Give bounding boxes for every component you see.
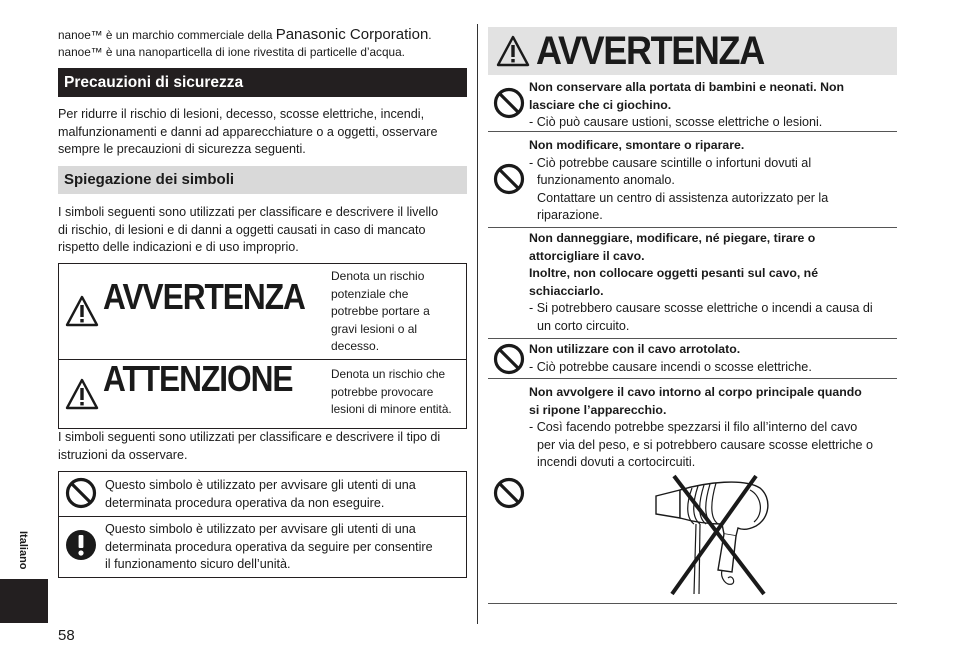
warning-bold-line: attorcigliare il cavo. bbox=[529, 248, 645, 263]
symbol-desc-line: Questo simbolo è utilizzato per avvisare gli utenti di una bbox=[105, 478, 416, 492]
warning-item-text bbox=[529, 137, 897, 225]
safety-intro bbox=[58, 106, 470, 159]
prohibition-icon bbox=[65, 477, 97, 509]
warning-note-line: per via del peso, e si potrebbero causare scosse elettriche o bbox=[537, 437, 874, 452]
warning-header bbox=[488, 27, 897, 75]
caution-triangle-icon bbox=[65, 378, 99, 410]
warning-header-title: AVVERTENZA bbox=[536, 29, 764, 73]
prohibition-icon bbox=[493, 163, 525, 195]
desc-line: lesioni di minore entità. bbox=[331, 402, 452, 417]
warning-bold-line: Non danneggiare, modificare, né piegare, tirare o bbox=[529, 231, 816, 245]
intro-line: malfunzionamenti e danni ad apparecchiature o a oggetti, osservare bbox=[58, 124, 438, 139]
mandatory-icon bbox=[65, 529, 97, 561]
symbol-desc-line: determinata procedura operativa da seguire per consentire bbox=[105, 539, 433, 554]
warning-item bbox=[488, 230, 897, 336]
warning-note-line: - Così facendo potrebbe spezzarsi il filo all’interno del cavo bbox=[529, 420, 858, 434]
signal-word-table bbox=[58, 263, 467, 429]
prohibition-icon bbox=[493, 87, 525, 119]
symbols-intro-line: di rischio, di lesioni e di danni a oggetti causati in caso di mancato bbox=[58, 222, 426, 237]
symbol-desc-prohibition bbox=[105, 477, 461, 512]
section-title: Precauzioni di sicurezza bbox=[58, 68, 467, 97]
warning-item bbox=[488, 384, 897, 604]
symbols-intro-line: rispetto delle indicazioni e di uso improprio. bbox=[58, 240, 299, 254]
warning-note-line: - Ciò può causare ustioni, scosse elettriche o lesioni. bbox=[529, 115, 823, 129]
trademark-note bbox=[58, 26, 470, 61]
warning-item-text bbox=[529, 341, 897, 376]
warning-note-line: - Ciò potrebbe causare scintille o infortuni dovuti al bbox=[529, 155, 812, 170]
page-number: 58 bbox=[58, 627, 75, 644]
desc-line: potenziale che bbox=[331, 286, 409, 301]
symbols-intro-line: I simboli seguenti sono utilizzati per classificare e descrivere il livello bbox=[58, 205, 439, 219]
instructions-intro bbox=[58, 429, 470, 464]
column-divider bbox=[477, 24, 478, 624]
signal-word-caution: ATTENZIONE bbox=[103, 358, 293, 399]
item-separator bbox=[488, 131, 897, 132]
desc-line: Denota un rischio che bbox=[331, 367, 446, 381]
desc-line: potrebbe portare a bbox=[331, 304, 430, 319]
instructions-intro-line: istruzioni da osservare. bbox=[58, 447, 188, 462]
item-separator bbox=[488, 603, 897, 604]
warning-bold-line: Non modificare, smontare o riparare. bbox=[529, 138, 745, 152]
trademark-text: nanoe™ è un marchio commerciale della bbox=[58, 28, 276, 42]
signal-desc-caution bbox=[331, 366, 469, 419]
symbol-desc-line: il funzionamento sicuro dell’unità. bbox=[105, 557, 291, 571]
warning-note-line: incendi dovuti a cortocircuiti. bbox=[537, 455, 696, 469]
instructions-intro-line: I simboli seguenti sono utilizzati per classificare e descrivere il tipo di bbox=[58, 430, 441, 444]
trademark-period: . bbox=[428, 28, 432, 42]
language-tab bbox=[0, 579, 48, 623]
desc-line: Denota un rischio bbox=[331, 269, 425, 283]
warning-bold-line: schiacciarlo. bbox=[529, 283, 604, 298]
signal-desc-warning bbox=[331, 268, 467, 356]
desc-line: potrebbe provocare bbox=[331, 384, 434, 399]
warning-note-line: - Si potrebbero causare scosse elettriche o incendi a causa di bbox=[529, 301, 873, 315]
warning-bold-line: lasciare che ci giochino. bbox=[529, 97, 672, 112]
warning-bold-line: si ripone l’apparecchio. bbox=[529, 402, 667, 417]
warning-note-line: riparazione. bbox=[537, 208, 603, 222]
desc-line: decesso. bbox=[331, 339, 380, 354]
prohibition-icon bbox=[493, 343, 525, 375]
brand-name: Panasonic Corporation bbox=[275, 26, 429, 43]
symbols-intro bbox=[58, 204, 470, 257]
signal-row-warning bbox=[59, 264, 466, 360]
warning-triangle-icon bbox=[65, 295, 99, 327]
warning-note-line: - Ciò potrebbe causare incendi o scosse elettriche. bbox=[529, 359, 812, 374]
warning-item bbox=[488, 79, 897, 131]
warning-note-line: un corto circuito. bbox=[537, 318, 630, 333]
warning-item-text bbox=[529, 384, 897, 472]
intro-line: Per ridurre il rischio di lesioni, decesso, scosse elettriche, incendi, bbox=[58, 107, 425, 121]
symbol-table bbox=[58, 471, 467, 578]
symbol-row-mandatory bbox=[59, 517, 466, 577]
item-separator bbox=[488, 378, 897, 379]
warning-bold-line: Non utilizzare con il cavo arrotolato. bbox=[529, 342, 741, 356]
warning-bold-line: Inoltre, non collocare oggetti pesanti sul cavo, né bbox=[529, 266, 819, 280]
warning-item bbox=[488, 341, 897, 377]
signal-row-caution bbox=[59, 360, 466, 428]
desc-line: gravi lesioni o al bbox=[331, 321, 418, 336]
warning-triangle-icon bbox=[496, 35, 530, 67]
symbol-row-prohibition bbox=[59, 472, 466, 517]
language-tab-label: Italiano bbox=[17, 531, 29, 570]
warning-note-line: funzionamento anomalo. bbox=[537, 173, 675, 187]
warning-item-text bbox=[529, 230, 897, 335]
warning-item-text bbox=[529, 79, 897, 132]
item-separator bbox=[488, 338, 897, 339]
signal-word-warning: AVVERTENZA bbox=[103, 276, 305, 317]
intro-line: sempre le precauzioni di sicurezza seguenti. bbox=[58, 142, 306, 156]
warning-item bbox=[488, 137, 897, 225]
item-separator bbox=[488, 227, 897, 228]
warning-bold-line: Non avvolgere il cavo intorno al corpo principale quando bbox=[529, 385, 862, 399]
prohibition-icon bbox=[493, 477, 525, 509]
dryer-cord-wrapped-illustration bbox=[652, 474, 772, 598]
warning-bold-line: Non conservare alla portata di bambini e neonati. Non bbox=[529, 80, 844, 94]
symbol-desc-mandatory bbox=[105, 521, 461, 574]
nanoe-definition: nanoe™ è una nanoparticella di ione rivestita di particelle d’acqua. bbox=[58, 45, 405, 59]
subsection-title: Spiegazione dei simboli bbox=[58, 166, 467, 194]
warning-note-line: Contattare un centro di assistenza autorizzato per la bbox=[537, 190, 829, 205]
symbol-desc-line: determinata procedura operativa da non eseguire. bbox=[105, 495, 385, 510]
symbol-desc-line: Questo simbolo è utilizzato per avvisare gli utenti di una bbox=[105, 522, 416, 536]
